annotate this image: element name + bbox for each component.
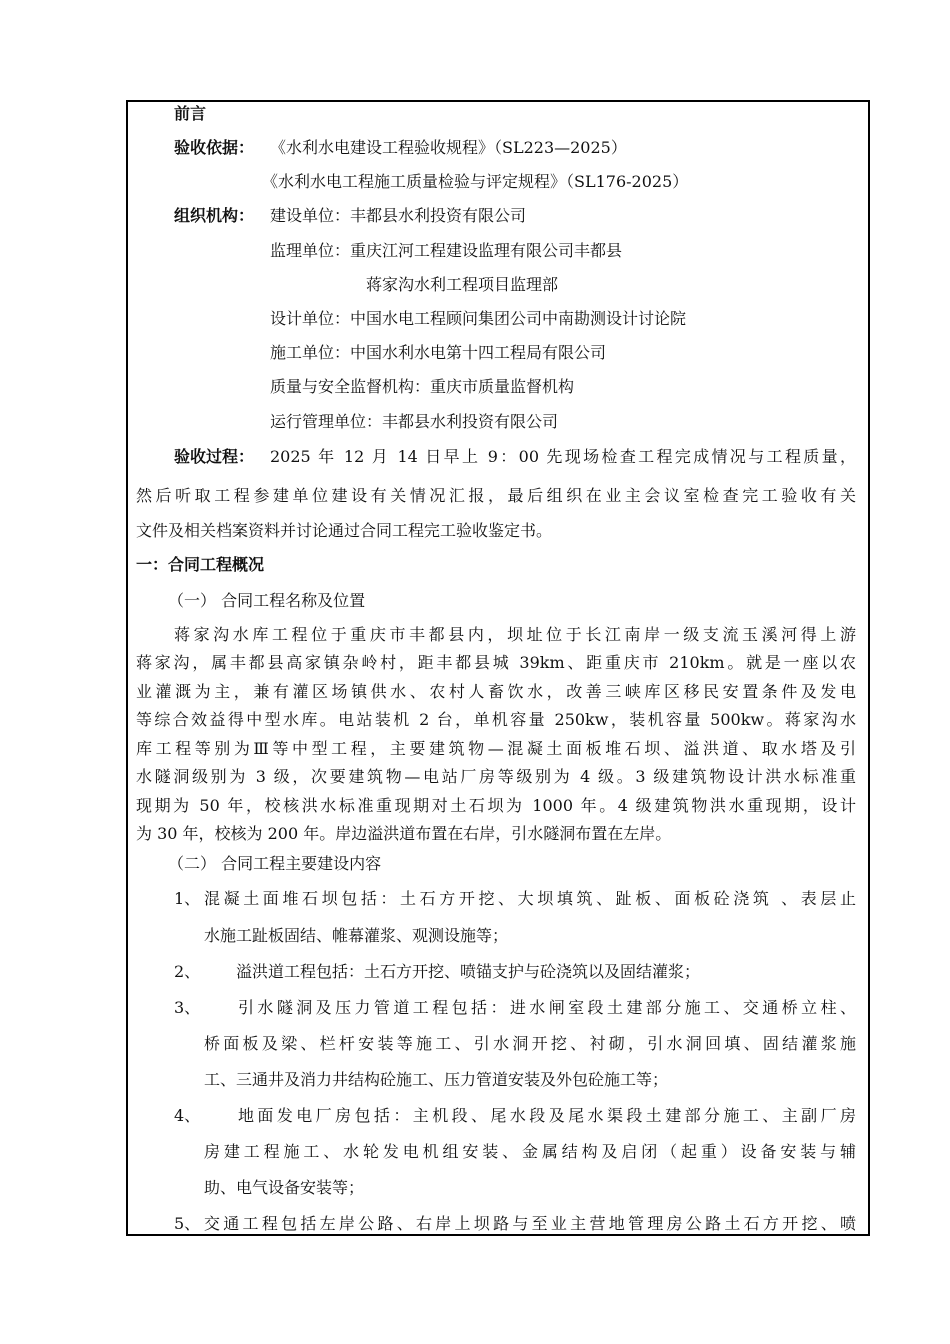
item-5-number: 5、: [174, 1214, 201, 1233]
item-4-number: 4、: [174, 1106, 201, 1125]
process-label: 验收过程：: [174, 447, 255, 466]
item-1-line-1: 混凝土面堆石坝包括：土石方开挖、大坝填筑、趾板、面板砼浇筑 、表层止: [204, 889, 856, 908]
para-line-1: 蒋家沟水库工程位于重庆市丰都县内，坝址位于长江南岸一级支流玉溪河得上游: [174, 625, 856, 644]
org-contractor: 施工单位：中国水利水电第十四工程局有限公司: [270, 343, 607, 362]
para-line-2: 蒋家沟，属丰都县高家镇杂岭村，距丰都县城 39km、距重庆市 210km。就是一座以农: [136, 653, 856, 672]
org-label: 组织机构：: [174, 206, 255, 225]
para-line-8: 为 30 年，校核为 200 年。岸边溢洪道布置在右岸，引水隧洞布置在左岸。: [136, 824, 672, 843]
basis-line-2: 《水利水电工程施工质量检验与评定规程》（SL176-2025）: [262, 172, 689, 191]
item-4-line-3: 助、电气设备安装等；: [204, 1178, 365, 1197]
basis-line-1: 《水利水电建设工程验收规程》（SL223—2025）: [270, 138, 627, 157]
org-builder: 建设单位：丰都县水利投资有限公司: [270, 206, 527, 225]
preface-title: 前言: [174, 104, 207, 123]
org-quality: 质量与安全监督机构：重庆市质量监督机构: [270, 377, 575, 396]
item-2-line-1: 溢洪道工程包括：土石方开挖、喷锚支护与砼浇筑以及固结灌浆；: [236, 962, 701, 981]
para-line-3: 业灌溉为主，兼有灌区场镇供水、农村人畜饮水，改善三峡库区移民安置条件及发电: [136, 682, 856, 701]
para-line-6: 水隧洞级别为 3 级，次要建筑物—电站厂房等级别为 4 级。3 级建筑物设计洪水标准重: [136, 767, 856, 786]
item-3-line-1: 引水隧洞及压力管道工程包括：进水闸室段土建部分施工、交通桥立柱、: [238, 998, 856, 1017]
basis-label: 验收依据：: [174, 138, 255, 157]
process-line-1: 2025 年 12 月 14 日早上 9：00 先现场检查工程完成情况与工程质量，: [270, 447, 856, 466]
item-3-line-2: 桥面板及梁、栏杆安装等施工、引水洞开挖、衬砌，引水洞回填、固结灌浆施: [204, 1034, 856, 1053]
item-3-line-3: 工、三通井及消力井结构砼施工、压力管道安装及外包砼施工等；: [204, 1070, 669, 1089]
process-line-3: 文件及相关档案资料并讨论通过合同工程完工验收鉴定书。: [136, 521, 553, 540]
item-1-number: 1、: [174, 889, 201, 908]
item-2-number: 2、: [174, 962, 201, 981]
subsection-2: （二） 合同工程主要建设内容: [168, 854, 382, 873]
para-line-7: 现期为 50 年，校核洪水标准重现期对土石坝为 1000 年。4 级建筑物洪水重现期，设计: [136, 796, 856, 815]
item-3-number: 3、: [174, 998, 201, 1017]
org-supervisor-1: 监理单位：重庆江河工程建设监理有限公司丰都县: [270, 241, 623, 260]
org-operator: 运行管理单位：丰都县水利投资有限公司: [270, 412, 559, 431]
item-4-line-1: 地面发电厂房包括：主机段、尾水段及尾水渠段土建部分施工、主副厂房: [238, 1106, 856, 1125]
org-designer: 设计单位：中国水电工程顾问集团公司中南勘测设计讨论院: [270, 309, 687, 328]
subsection-1: （一） 合同工程名称及位置: [168, 591, 366, 610]
org-supervisor-2: 蒋家沟水利工程项目监理部: [366, 275, 559, 294]
item-5-line-1: 交通工程包括左岸公路、右岸上坝路与至业主营地管理房公路土石方开挖、喷: [204, 1214, 856, 1233]
process-line-2: 然后听取工程参建单位建设有关情况汇报，最后组织在业主会议室检查完工验收有关: [136, 486, 856, 505]
section-heading: 一：合同工程概况: [136, 555, 265, 574]
para-line-5: 库工程等别为Ⅲ等中型工程，主要建筑物—混凝土面板堆石坝、溢洪道、取水塔及引: [136, 739, 856, 758]
para-line-4: 等综合效益得中型水库。电站装机 2 台，单机容量 250kw，装机容量 500kw。蒋家沟水: [136, 710, 856, 729]
item-1-line-2: 水施工趾板固结、帷幕灌浆、观测设施等；: [204, 926, 509, 945]
item-4-line-2: 房建工程施工、水轮发电机组安装、金属结构及启闭（起重）设备安装与辅: [204, 1142, 856, 1161]
